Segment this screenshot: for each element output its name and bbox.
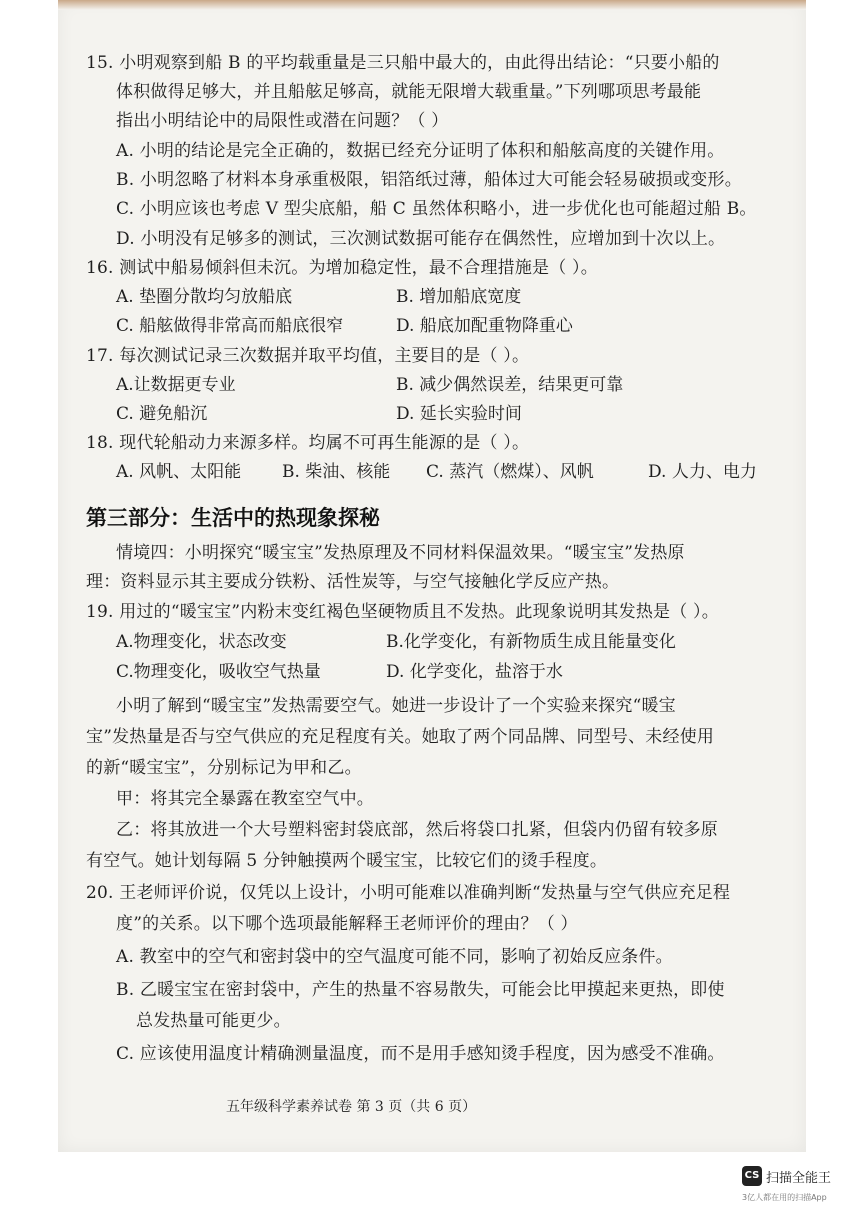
experiment-line1: 小明了解到“暖宝宝”发热需要空气。她进一步设计了一个实验来探究“暖宝 [116,696,676,716]
q18-option-c: C. 蒸汽（燃煤）、风帆 [426,462,594,482]
q15-option-b: B. 小明忽略了材料本身承重极限，铝箔纸过薄，船体过大可能会轻易破损或变形。 [116,170,742,190]
q16-option-c: C. 船舷做得非常高而船底很窄 [116,316,344,336]
watermark-subtitle: 3亿人都在用的扫描App [742,1193,827,1202]
q17-option-d: D. 延长实验时间 [396,404,522,424]
experiment-yi-line1: 乙：将其放进一个大号塑料密封袋底部，然后将袋口扎紧，但袋内仍留有较多原 [116,820,718,840]
q20-option-a: A. 教室中的空气和密封袋中的空气温度可能不同，影响了初始反应条件。 [116,947,673,967]
scenario4-line1: 情境四：小明探究“暖宝宝”发热原理及不同材料保温效果。“暖宝宝”发热原 [116,543,685,563]
q18-option-d: D. 人力、电力 [648,462,757,482]
q15-option-a: A. 小明的结论是完全正确的，数据已经充分证明了体积和船舷高度的关键作用。 [116,141,725,161]
q17-option-b: B. 减少偶然误差，结果更可靠 [396,375,624,395]
experiment-line3: 的新“暖宝宝”，分别标记为甲和乙。 [86,758,362,778]
q17-option-a: A.让数据更专业 [116,375,236,395]
q20-option-c: C. 应该使用温度计精确测量温度，而不是用手感知烫手程度，因为感受不准确。 [116,1044,725,1064]
q18-option-a: A. 风帆、太阳能 [116,462,242,482]
q17-stem: 17. 每次测试记录三次数据并取平均值，主要目的是（ ）。 [86,346,530,366]
q20-option-b-line1: B. 乙暖宝宝在密封袋中，产生的热量不容易散失，可能会比甲摸起来更热，即使 [116,980,725,1000]
q19-option-b: B.化学变化，有新物质生成且能量变化 [386,632,676,652]
q18-option-b: B. 柴油、核能 [282,462,391,482]
scenario4-line2: 理：资料显示其主要成分铁粉、活性炭等，与空气接触化学反应产热。 [86,572,620,592]
q19-option-a: A.物理变化，状态改变 [116,632,287,652]
q20-stem-line2: 度”的关系。以下哪个选项最能解释王老师评价的理由？（ ） [116,914,578,934]
section-title: 第三部分：生活中的热现象探秘 [86,506,380,530]
q20-option-b-line2: 总发热量可能更少。 [136,1011,291,1031]
q16-option-b: B. 增加船底宽度 [396,287,522,307]
q15-option-c: C. 小明应该也考虑 V 型尖底船，船 C 虽然体积略小，进一步优化也可能超过船 B。 [116,199,757,219]
camscanner-logo-icon: CS [742,1166,762,1186]
experiment-yi-line2: 有空气。她计划每隔 5 分钟触摸两个暖宝宝，比较它们的烫手程度。 [86,851,608,871]
q17-option-c: C. 避免船沉 [116,404,208,424]
q15-stem-line2: 体积做得足够大，并且船舷足够高，就能无限增大载重量。”下列哪项思考最能 [116,82,702,102]
q16-option-d: D. 船底加配重物降重心 [396,316,573,336]
q19-option-d: D. 化学变化，盐溶于水 [386,662,563,682]
q20-stem-line1: 20. 王老师评价说，仅凭以上设计，小明可能难以准确判断“发热量与空气供应充足程 [86,883,731,903]
q16-stem: 16. 测试中船易倾斜但未沉。为增加稳定性，最不合理措施是（ ）。 [86,258,598,278]
experiment-jia: 甲：将其完全暴露在教室空气中。 [116,789,374,809]
q18-stem: 18. 现代轮船动力来源多样。均属不可再生能源的是（ ）。 [86,433,530,453]
q15-stem-line3: 指出小明结论中的局限性或潜在问题？（ ） [116,111,449,131]
page-top-edge [58,0,806,10]
q16-option-a: A. 垫圈分散均匀放船底 [116,287,293,307]
q15-option-d: D. 小明没有足够多的测试，三次测试数据可能存在偶然性，应增加到十次以上。 [116,229,726,249]
page-footer: 五年级科学素养试卷 第 3 页（共 6 页） [226,1099,477,1115]
experiment-line2: 宝”发热量是否与空气供应的充足程度有关。她取了两个同品牌、同型号、未经使用 [86,727,715,747]
q19-stem: 19. 用过的“暖宝宝”内粉末变红褐色坚硬物质且不发热。此现象说明其发热是（ ）。 [86,602,719,622]
watermark-title: 扫描全能王 [766,1171,832,1186]
q19-option-c: C.物理变化，吸收空气热量 [116,662,321,682]
q15-stem-line1: 15. 小明观察到船 B 的平均载重量是三只船中最大的，由此得出结论：“只要小船的 [86,53,720,73]
scanner-watermark [742,1166,852,1212]
